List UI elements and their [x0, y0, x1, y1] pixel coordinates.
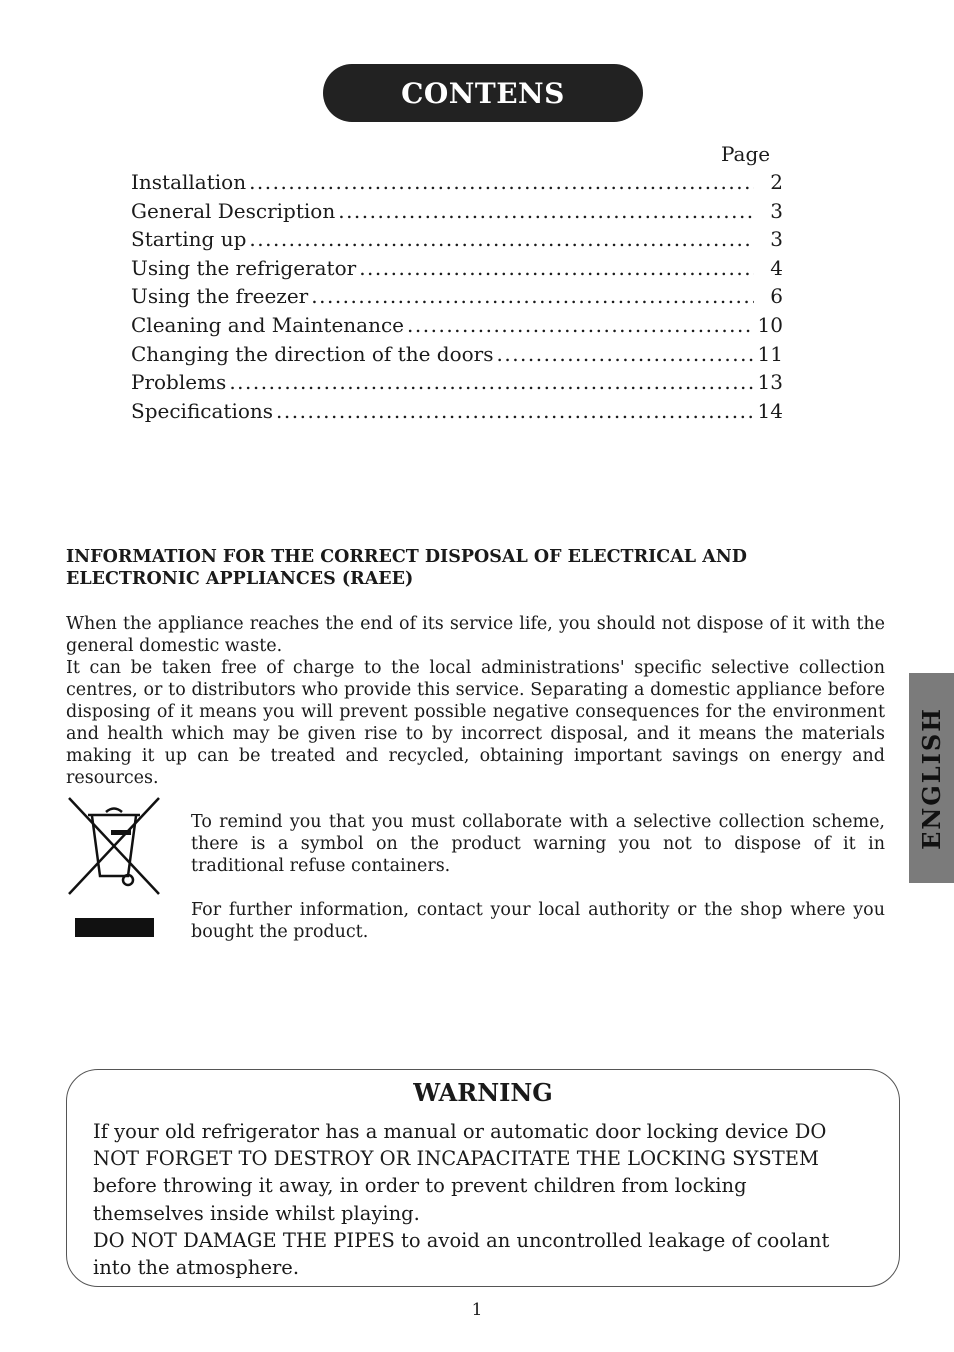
toc-label: Cleaning and Maintenance [131, 312, 405, 337]
toc-leader-dots [338, 199, 754, 223]
disposal-paragraph: When the appliance reaches the end of its service life, you should not dispose of it with the general domestic waste. [66, 614, 885, 656]
toc-page-number: 2 [770, 170, 783, 194]
recycling-notice [191, 811, 885, 965]
toc-row[interactable] [131, 256, 783, 285]
toc-label: Specifications [131, 398, 274, 423]
toc-page-number: 10 [757, 312, 783, 337]
warning-line: themselves inside whilst playing. [93, 1201, 420, 1225]
remind-paragraph: To remind you that you must collaborate with a selective collection scheme, there is a symbol on the product warning you not to dispose of it in traditional refuse containers. [191, 812, 885, 876]
toc-label: Using the refrigerator [131, 255, 357, 280]
toc-leader-dots [229, 370, 754, 394]
toc-label: General Description [131, 198, 336, 223]
table-of-contents [131, 170, 783, 427]
toc-label: Starting up [131, 227, 247, 252]
toc-page-number: 6 [770, 284, 783, 309]
toc-leader-dots [249, 227, 754, 251]
toc-label: Using the freezer [131, 284, 309, 309]
warning-line: DO NOT DAMAGE THE PIPES to avoid an uncontrolled leakage of coolant [93, 1228, 830, 1252]
toc-leader-dots [359, 256, 754, 280]
toc-row[interactable] [131, 284, 783, 313]
toc-row[interactable] [131, 313, 783, 342]
toc-row[interactable] [131, 370, 783, 399]
toc-page-number: 11 [757, 341, 783, 366]
toc-leader-dots [311, 284, 754, 308]
toc-page-number: 3 [770, 198, 783, 223]
toc-row[interactable] [131, 227, 783, 256]
warning-text [93, 1118, 883, 1281]
toc-label: Changing the direction of the doors [131, 341, 494, 366]
toc-row[interactable] [131, 170, 783, 199]
disposal-heading [66, 546, 866, 590]
language-tab-label: ENGLISH [917, 706, 946, 850]
toc-leader-dots [249, 170, 754, 194]
toc-page-number: 3 [770, 227, 783, 252]
toc-page-number: 14 [757, 398, 783, 423]
toc-label: Problems [131, 370, 227, 395]
disposal-body [66, 613, 885, 789]
warning-line: If your old refrigerator has a manual or automatic door locking device DO [93, 1120, 827, 1143]
crossed-out-wheelie-bin-icon [66, 796, 162, 896]
warning-line: into the atmosphere. [93, 1256, 300, 1280]
disposal-heading-line: INFORMATION FOR THE CORRECT DISPOSAL OF ELECTRICAL AND [66, 547, 747, 567]
language-tab [909, 673, 954, 883]
page-number: 1 [471, 1300, 483, 1320]
toc-row[interactable] [131, 399, 783, 428]
further-info-paragraph: For further information, contact your local authority or the shop where you bought the product. [191, 900, 885, 942]
toc-row[interactable] [131, 199, 783, 228]
bin-symbol-bar [75, 918, 154, 937]
toc-leader-dots [276, 399, 754, 423]
warning-line: NOT FORGET TO DESTROY OR INCAPACITATE THE LOCKING SYSTEM [93, 1147, 819, 1171]
page-title: CONTENS [323, 64, 643, 122]
disposal-heading-line: ELECTRONIC APPLIANCES (RAEE) [66, 569, 414, 589]
warning-title: WARNING [413, 1078, 553, 1107]
toc-leader-dots [407, 313, 754, 337]
toc-row[interactable] [131, 342, 783, 371]
warning-box [66, 1069, 900, 1287]
toc-label: Installation [131, 170, 247, 194]
toc-page-column-label: Page [721, 142, 771, 166]
toc-page-number: 4 [770, 255, 783, 280]
disposal-paragraph: It can be taken free of charge to the local administrations' specific selective collection centres, or to distributors who provide this service. Separating a domestic appliance before disposing of it means you will prevent possible negative consequences for the environment and health which may be given rise to by incorrect disposal, and it means the materials making it up can be treated and recycled, obtaining important savings on energy and resources. [66, 658, 885, 788]
toc-leader-dots [496, 342, 754, 366]
toc-page-number: 13 [757, 370, 783, 395]
warning-line: before throwing it away, in order to prevent children from locking [93, 1174, 747, 1198]
